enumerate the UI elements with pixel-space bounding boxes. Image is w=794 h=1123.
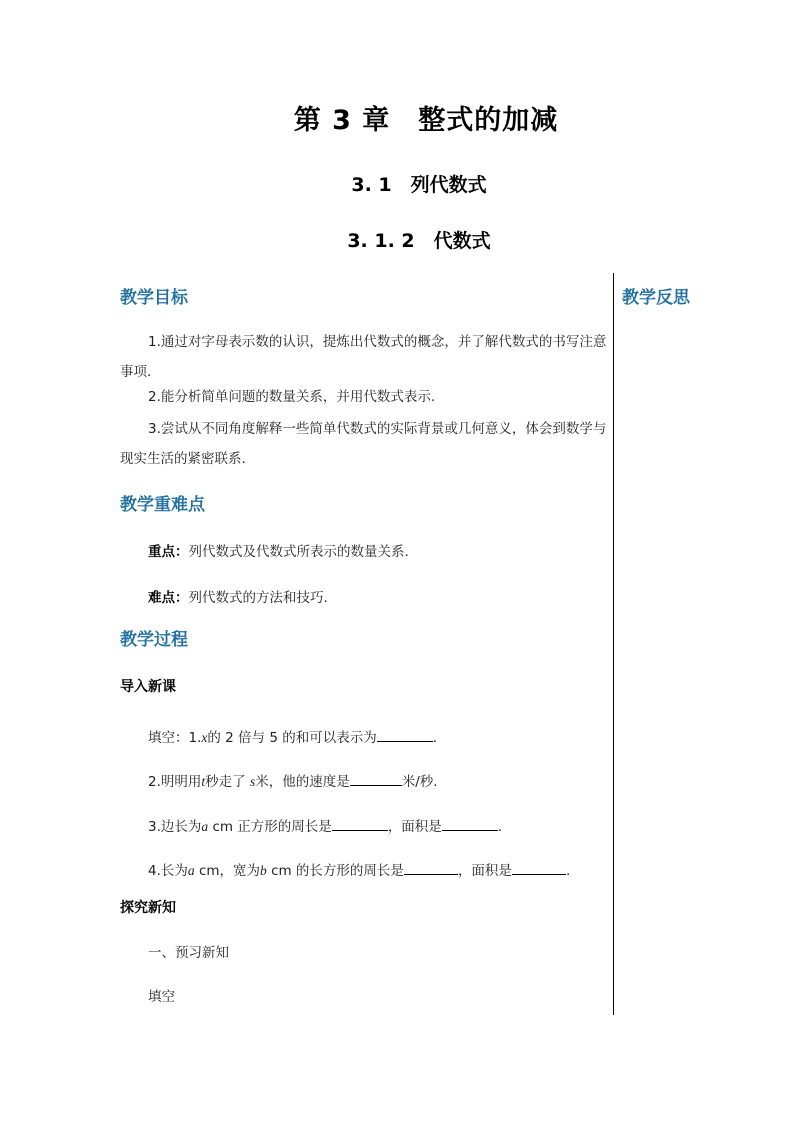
key-point-text: 列代数式及代数式所表示的数量关系. <box>188 544 409 560</box>
difficult-point <box>148 586 328 606</box>
column-divider <box>613 273 614 1015</box>
q3-text-c: ，面积是 <box>387 819 442 835</box>
q3-blank-perimeter[interactable] <box>332 818 388 831</box>
question-1 <box>148 726 437 746</box>
q4-end: . <box>565 863 571 879</box>
key-point <box>148 540 409 560</box>
q4-blank-area[interactable] <box>512 862 566 875</box>
fill-label: 填空 <box>148 989 175 1005</box>
question-2 <box>148 770 438 790</box>
chapter-title: 第 3 章 整式的加减 <box>293 105 559 136</box>
q2-variable-s: s <box>249 774 256 789</box>
difficult-point-text: 列代数式的方法和技巧. <box>188 590 328 606</box>
q4-text-b: cm，宽为 <box>198 863 261 879</box>
q4-variable-b: b <box>260 863 267 878</box>
q2-text-d: 米/秒. <box>401 774 438 790</box>
q3-text-a: 3.边长为 <box>148 819 202 835</box>
q2-text-c: 米，他的速度是 <box>255 774 350 790</box>
reflection-heading: 教学反思 <box>622 288 690 308</box>
keypoints-heading: 教学重难点 <box>120 495 205 515</box>
difficult-point-label: 难点： <box>148 590 189 606</box>
q4-text-c: cm 的长方形的周长是 <box>271 863 404 879</box>
q3-text-b: cm 正方形的周长是 <box>212 819 332 835</box>
section-title: 3. 1 列代数式 <box>351 174 487 196</box>
q4-variable-a: a <box>187 863 195 878</box>
key-point-label: 重点： <box>148 544 189 560</box>
q3-end: . <box>497 819 503 835</box>
q4-text-a: 4.长为 <box>148 863 188 879</box>
objective-item-3: 3.尝试从不同角度解释一些简单代数式的实际背景或几何意义，体会到数学与现实生活的紧密联系. <box>120 421 607 467</box>
q4-blank-perimeter[interactable] <box>404 862 458 875</box>
intro-heading: 导入新课 <box>120 679 176 695</box>
q1-end: . <box>432 730 438 746</box>
question-3 <box>148 815 502 835</box>
objective-item-1: 1.通过对字母表示数的认识，提炼出代数式的概念，并了解代数式的书写注意事项. <box>120 334 607 380</box>
q2-variable-t: t <box>201 774 206 789</box>
q1-text-b: 的 2 倍与 5 的和可以表示为 <box>207 730 377 746</box>
question-4 <box>148 859 570 879</box>
explore-heading: 探究新知 <box>120 900 176 916</box>
q3-variable: a <box>201 819 209 834</box>
q1-text-a: 填空：1. <box>148 730 202 746</box>
objectives-heading: 教学目标 <box>120 288 188 308</box>
process-heading: 教学过程 <box>120 630 188 650</box>
q3-blank-area[interactable] <box>442 818 498 831</box>
q2-text-a: 2.明明用 <box>148 774 202 790</box>
preview-label: 一、预习新知 <box>148 945 229 961</box>
q2-blank[interactable] <box>350 773 402 786</box>
q1-variable: x <box>201 730 208 745</box>
q2-text-b: 秒走了 <box>205 774 246 790</box>
q1-blank[interactable] <box>377 729 433 742</box>
subsection-title: 3. 1. 2 代数式 <box>347 230 491 252</box>
q4-text-d: ，面积是 <box>457 863 512 879</box>
objective-item-2: 2.能分析简单问题的数量关系，并用代数式表示. <box>148 389 436 405</box>
